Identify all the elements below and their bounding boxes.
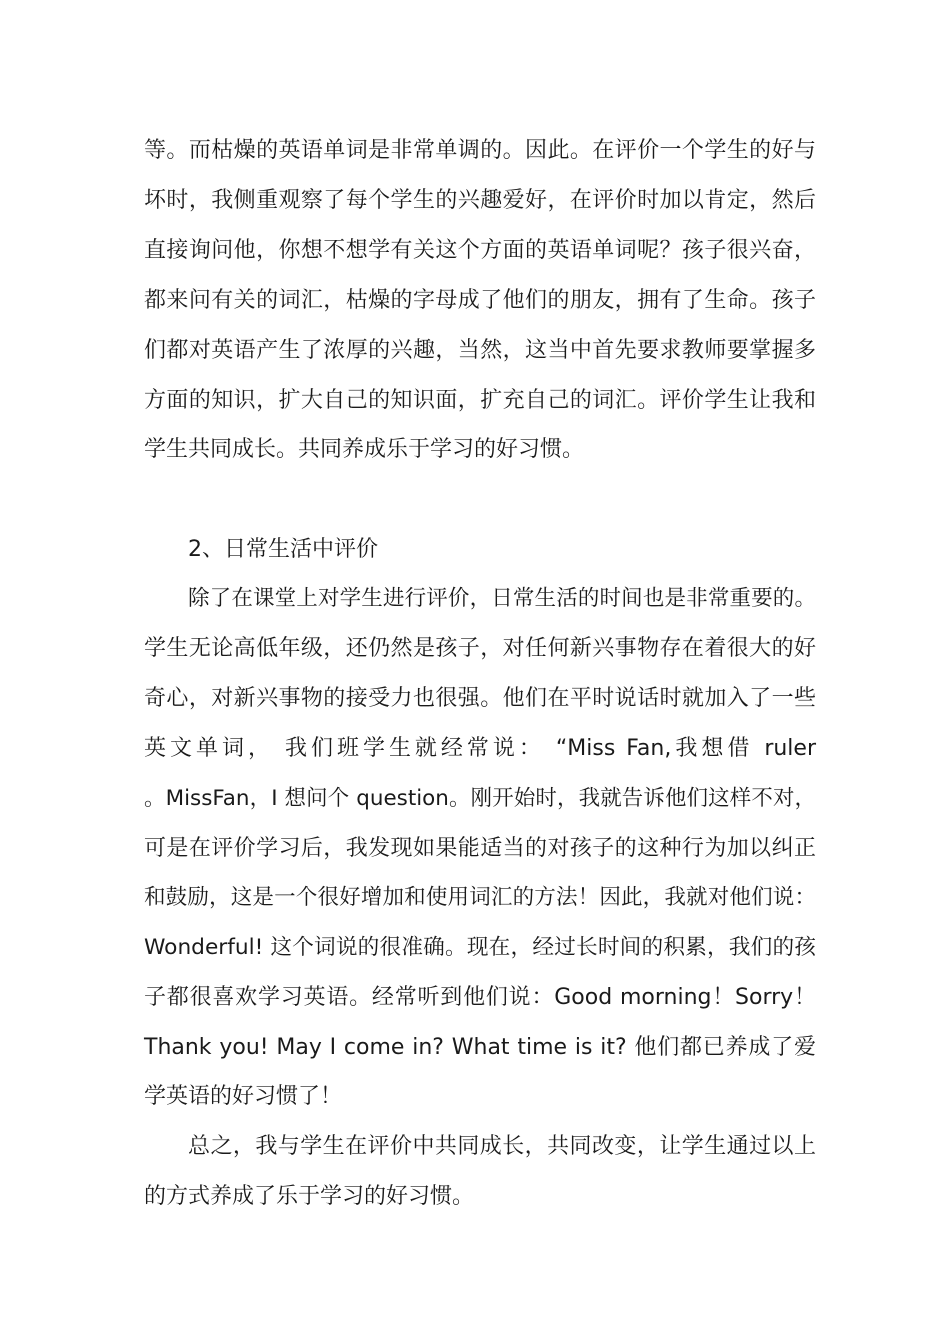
- section-2-line-2: 学生无论高低年级，还仍然是孩子，对任何新兴事物存在着很大的好: [144, 636, 816, 661]
- paragraph-1-line-3: 直接询问他，你想不想学有关这个方面的英语单词呢？孩子很兴奋，: [144, 238, 816, 263]
- section-2-line-10: Thank you! May I come in? What time is it? 他们都已养成了爱: [144, 1035, 816, 1060]
- section-2-line-5: 。MissFan，I 想问个 question。刚开始时，我就告诉他们这样不对，: [144, 786, 816, 811]
- section-2-line-11: 学英语的好习惯了！: [144, 1084, 343, 1109]
- section-2-line-9: 子都很喜欢学习英语。经常听到他们说：Good morning！Sorry！: [144, 985, 816, 1010]
- conclusion-line-2: 的方式养成了乐于学习的好习惯。: [144, 1184, 475, 1209]
- paragraph-1-line-7: 学生共同成长。共同养成乐于学习的好习惯。: [144, 437, 585, 462]
- section-2-line-1: 除了在课堂上对学生进行评价，日常生活的时间也是非常重要的。: [188, 586, 816, 611]
- paragraph-1-line-6: 方面的知识，扩大自己的知识面，扩充自己的词汇。评价学生让我和: [144, 388, 816, 413]
- section-2-heading: 2、日常生活中评价: [188, 537, 378, 562]
- section-2-line-6: 可是在评价学习后，我发现如果能适当的对孩子的这种行为加以纠正: [144, 836, 816, 861]
- section-2-line-8: Wonderful! 这个词说的很准确。现在，经过长时间的积累，我们的孩: [144, 935, 816, 960]
- section-2-line-4: 英文单词， 我们班学生就经常说： “Miss Fan,我想借 ruler: [144, 736, 816, 761]
- paragraph-1-line-2: 坏时，我侧重观察了每个学生的兴趣爱好，在评价时加以肯定，然后: [144, 188, 816, 213]
- paragraph-1-line-5: 们都对英语产生了浓厚的兴趣，当然，这当中首先要求教师要掌握多: [144, 338, 816, 363]
- paragraph-1-line-4: 都来问有关的词汇，枯燥的字母成了他们的朋友，拥有了生命。孩子: [144, 288, 816, 313]
- section-2-line-3: 奇心，对新兴事物的接受力也很强。他们在平时说话时就加入了一些: [144, 686, 816, 711]
- paragraph-1-line-1: 等。而枯燥的英语单词是非常单调的。因此。在评价一个学生的好与: [144, 138, 816, 163]
- conclusion-line-1: 总之，我与学生在评价中共同成长，共同改变，让学生通过以上: [188, 1134, 816, 1159]
- section-2-line-7: 和鼓励，这是一个很好增加和使用词汇的方法！因此，我就对他们说：: [144, 885, 816, 910]
